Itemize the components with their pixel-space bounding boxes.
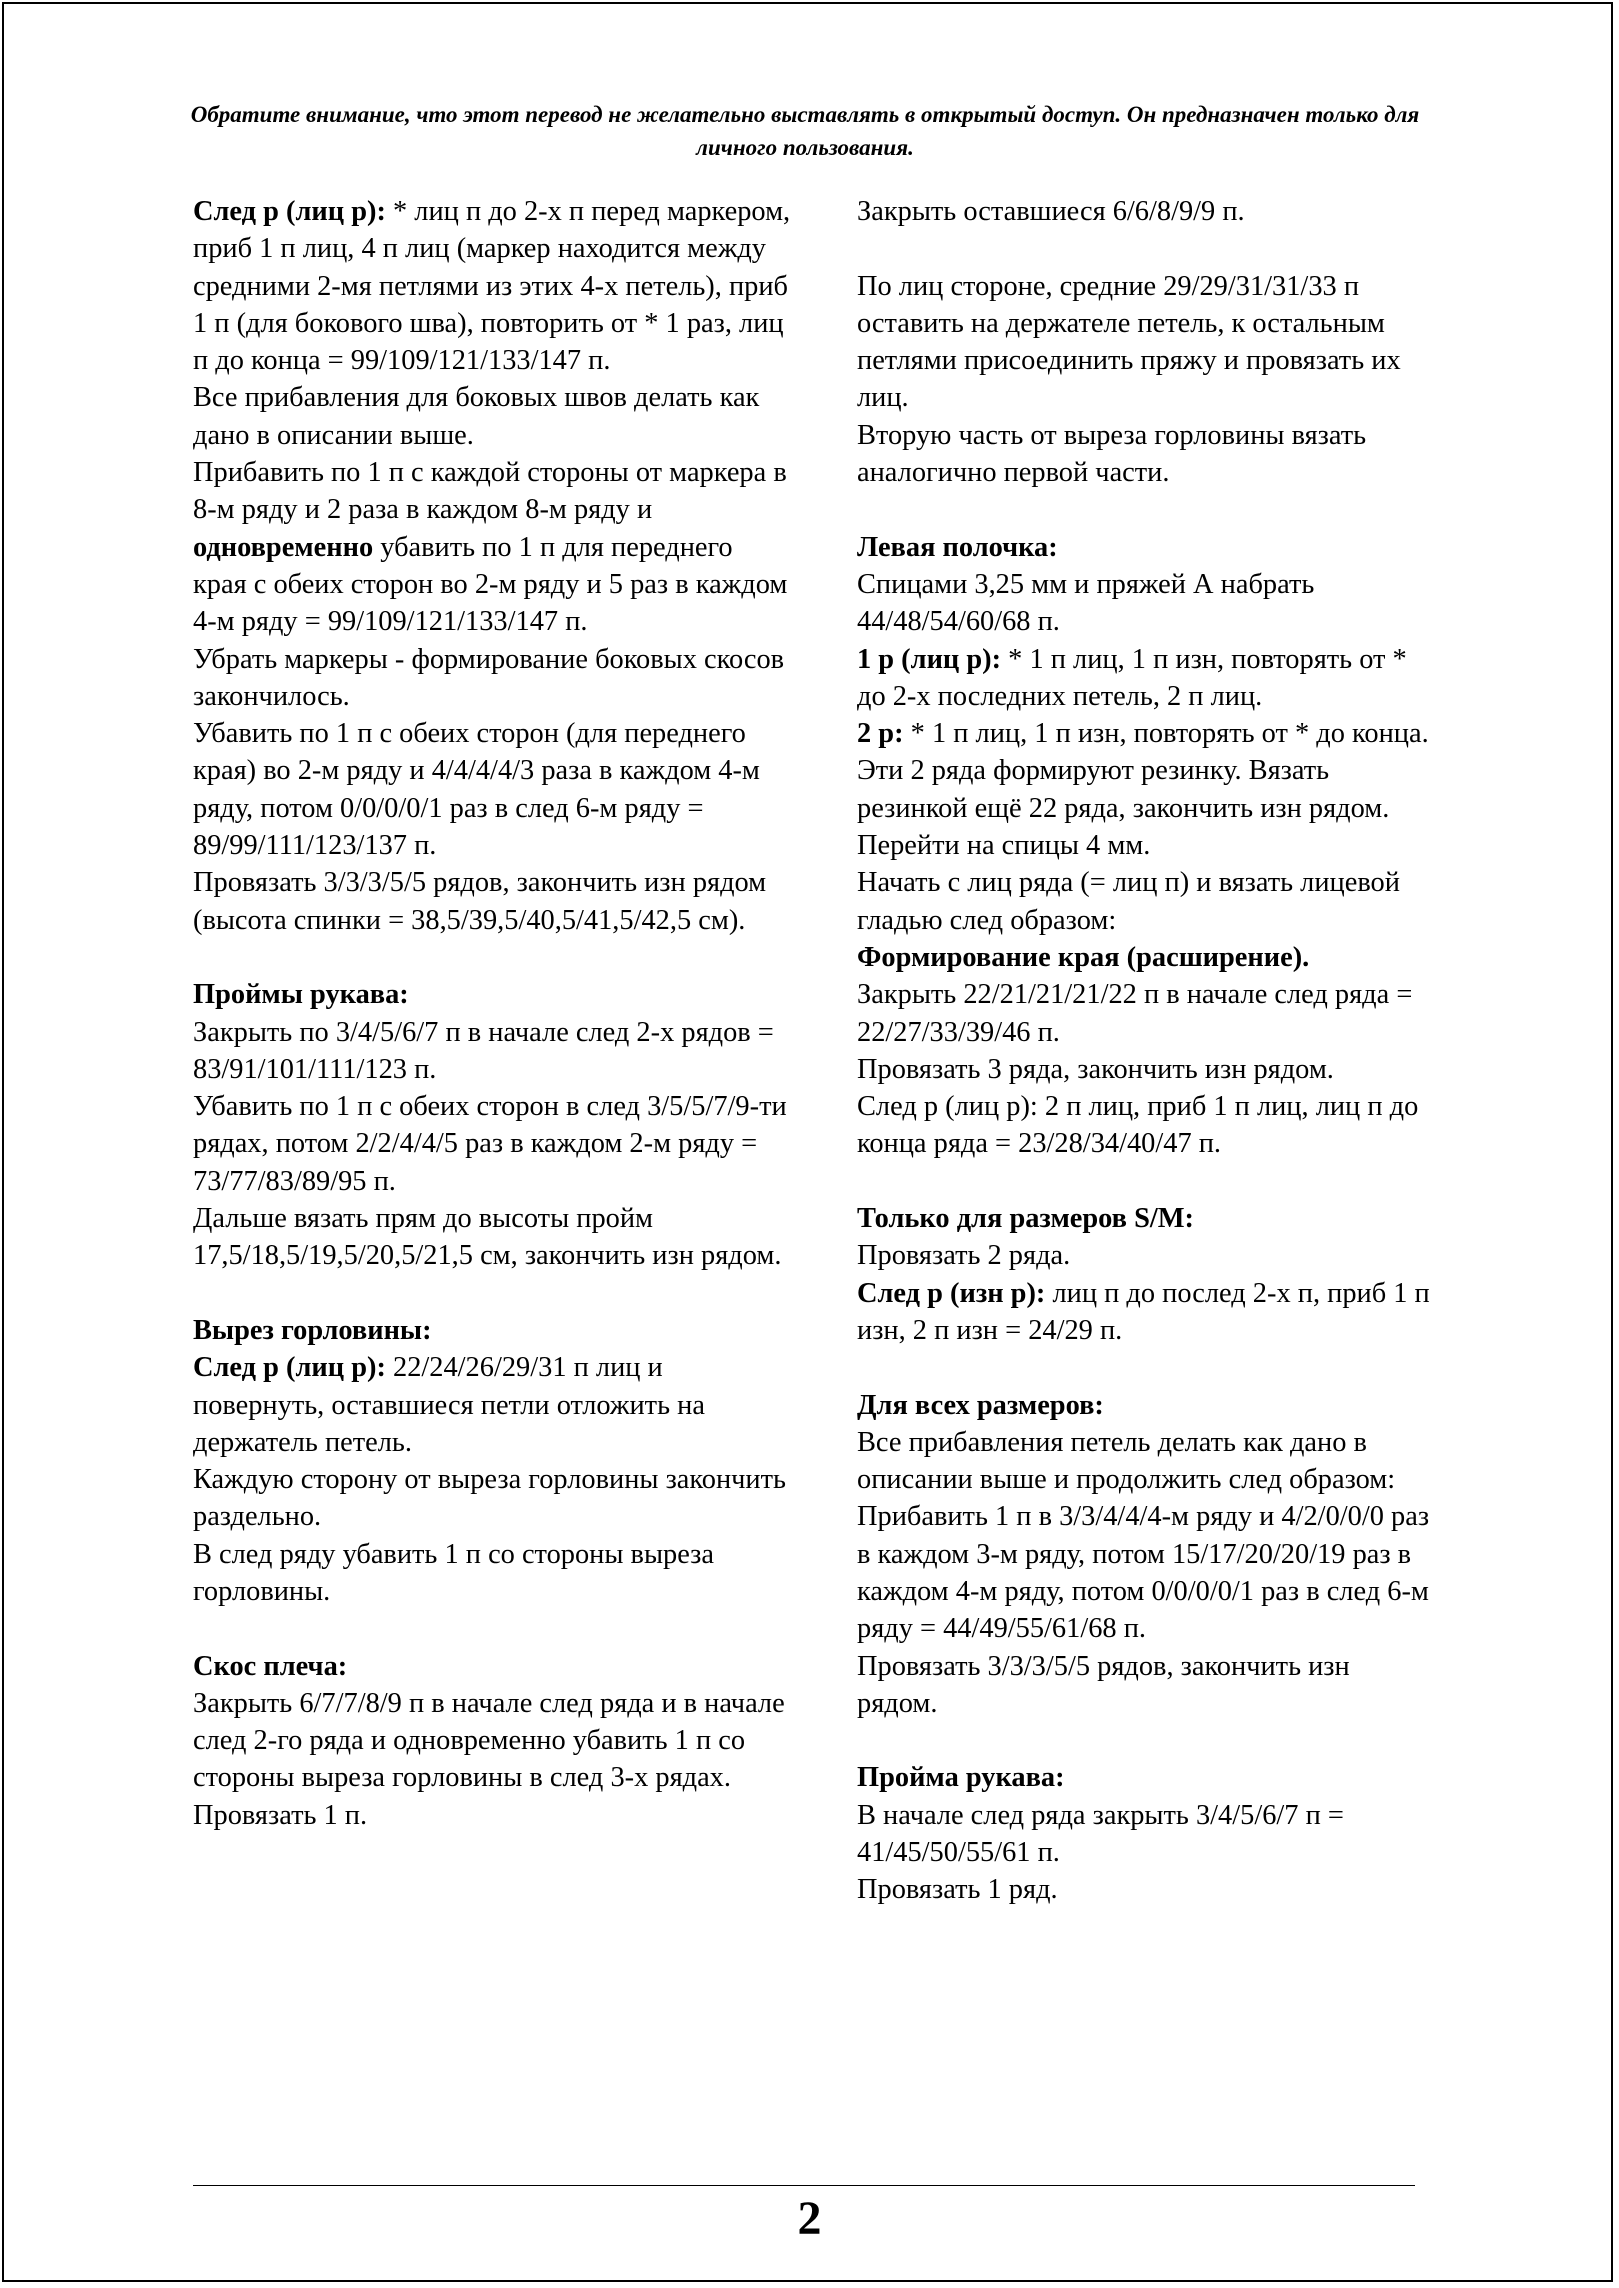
- row-text: * 1 п лиц, 1 п изн, повторять от * до 2-х последних петель, 2 п лиц.: [857, 643, 1407, 712]
- paragraph: Закрыть оставшиеся 6/6/8/9/9 п.: [857, 196, 1245, 227]
- section-heading: Левая полочка:: [857, 531, 1058, 563]
- paragraph: [193, 454, 793, 640]
- paragraph: [857, 641, 1437, 716]
- paragraph: Провязать 2 ряда.: [857, 1240, 1071, 1272]
- paragraph: Убавить по 1 п с обеих сторон (для переднего края) во 2-м ряду и 4/4/4/4/3 раза в каждом 4-м ряду, потом 0/0/0/0/1 раз в след 6-м ряду = 89/99/111/123/137 п.: [193, 718, 760, 862]
- section-heading: Формирование края (расширение).: [857, 941, 1310, 973]
- row-label: След р (лиц р):: [193, 196, 386, 227]
- paragraph: Дальше вязать прям до высоты пройм 17,5/18,5/19,5/20,5/21,5 см, закончить изн рядом.: [193, 1203, 782, 1272]
- paragraph: В след ряду убавить 1 п со стороны выреза горловины.: [193, 1538, 714, 1607]
- text-span: убавить по 1 п для переднего края с обеих сторон во 2-м ряду и 5 раз в каждом 4-м ряду = 99/109/121/133/147 п.: [193, 531, 788, 638]
- row-label: 2 р:: [857, 718, 904, 750]
- paragraph: Прибавить 1 п в 3/3/4/4/4-м ряду и 4/2/0/0/0 раз в каждом 3-м ряду, потом 15/17/20/20/19 раз в каждом 4-м ряду, потом 0/0/0/0/1 раз в след 6-м ряду = 44/49/55/61/68 п.: [857, 1501, 1430, 1645]
- left-column: [193, 193, 793, 1834]
- row-label: След р (лиц р):: [193, 1352, 386, 1384]
- paragraph: Провязать 3/3/3/5/5 рядов, закончить изн рядом (высота спинки = 38,5/39,5/40,5/41,5/42,5 см).: [193, 867, 767, 936]
- paragraph: [857, 715, 1437, 752]
- row-text: 22/24/26/29/31 п лиц и повернуть, оставшиеся петли отложить на держатель петель.: [193, 1352, 705, 1458]
- paragraph: Провязать 3 ряда, закончить изн рядом.: [857, 1053, 1334, 1085]
- paragraph: Провязать 1 ряд.: [857, 1874, 1058, 1906]
- paragraph: [193, 193, 793, 379]
- paragraph: Закрыть 6/7/7/8/9 п в начале след ряда и в начале след 2-го ряда и одновременно убавить 1 п со стороны выреза горловины в след 3-х рядах.: [193, 1687, 785, 1794]
- row-text: * 1 п лиц, 1 п изн, повторять от * до конца.: [903, 718, 1429, 750]
- privacy-notice: Обратите внимание, что этот перевод не желательно выставлять в открытый доступ. Он предназначен только для личного пользования.: [190, 102, 1420, 160]
- row-label: След р (изн р):: [857, 1277, 1046, 1309]
- row-text: * лиц п до 2-х п перед маркером, приб 1 п лиц, 4 п лиц (маркер находится между средними 2-мя петлями из этих 4-х петель), приб 1 п (для бокового шва), повторить от * 1 раз, лиц п до конца = 99/109/121/133/147 п.: [193, 196, 791, 377]
- section-heading: Проймы рукава:: [193, 979, 409, 1011]
- paragraph: След р (лиц р): 2 п лиц, приб 1 п лиц, лиц п до конца ряда = 23/28/34/40/47 п.: [857, 1091, 1419, 1160]
- section-heading: Для всех размеров:: [857, 1389, 1104, 1421]
- paragraph: [193, 1349, 793, 1461]
- right-column: [857, 193, 1437, 1909]
- paragraph: Все прибавления петель делать как дано в описании выше и продолжить след образом:: [857, 1426, 1396, 1496]
- paragraph: Эти 2 ряда формируют резинку. Вязать резинкой ещё 22 ряда, закончить изн рядом.: [857, 755, 1390, 824]
- paragraph: Провязать 1 п.: [193, 1799, 368, 1831]
- emphasis: одновременно: [193, 531, 374, 563]
- paragraph: Перейти на спицы 4 мм.: [857, 830, 1151, 862]
- paragraph: Закрыть по 3/4/5/6/7 п в начале след 2-х рядов = 83/91/101/111/123 п.: [193, 1016, 774, 1085]
- paragraph: [857, 1275, 1437, 1350]
- page-number: 2: [797, 2192, 822, 2245]
- paragraph: Убавить по 1 п с обеих сторон в след 3/5/5/7/9-ти рядах, потом 2/2/4/4/5 раз в каждом 2-м ряду = 73/77/83/89/95 п.: [193, 1091, 787, 1197]
- paragraph: Убрать маркеры - формирование боковых скосов закончилось.: [193, 643, 785, 712]
- row-text: лиц п до послед 2-х п, приб 1 п изн, 2 п изн = 24/29 п.: [857, 1277, 1430, 1346]
- paragraph: В начале след ряда закрыть 3/4/5/6/7 п = 41/45/50/55/61 п.: [857, 1799, 1344, 1869]
- paragraph: По лиц стороне, средние 29/29/31/31/33 п оставить на держателе петель, к остальным петлями присоединить пряжу и провязать их лиц.: [857, 270, 1401, 414]
- section-heading: Пройма рукава:: [857, 1762, 1065, 1794]
- text-span: Прибавить по 1 п с каждой стороны от маркера в 8-м ряду и 2 раза в каждом 8-м ряду и: [193, 457, 787, 526]
- row-label: 1 р (лиц р):: [857, 643, 1002, 675]
- section-heading: Скос плеча:: [193, 1650, 348, 1682]
- paragraph: Вторую часть от выреза горловины вязать аналогично первой части.: [857, 419, 1367, 489]
- section-heading: Только для размеров S/M:: [857, 1203, 1195, 1235]
- paragraph: Закрыть 22/21/21/21/22 п в начале след ряда = 22/27/33/39/46 п.: [857, 979, 1413, 1048]
- paragraph: Спицами 3,25 мм и пряжей А набрать 44/48/54/60/68 п.: [857, 568, 1315, 638]
- paragraph: Все прибавления для боковых швов делать как дано в описании выше.: [193, 382, 760, 451]
- paragraph: Провязать 3/3/3/5/5 рядов, закончить изн рядом.: [857, 1650, 1350, 1719]
- paragraph: Начать с лиц ряда (= лиц п) и вязать лицевой гладью след образом:: [857, 867, 1400, 936]
- paragraph: Каждую сторону от выреза горловины закончить раздельно.: [193, 1464, 786, 1533]
- section-heading: Вырез горловины:: [193, 1314, 432, 1346]
